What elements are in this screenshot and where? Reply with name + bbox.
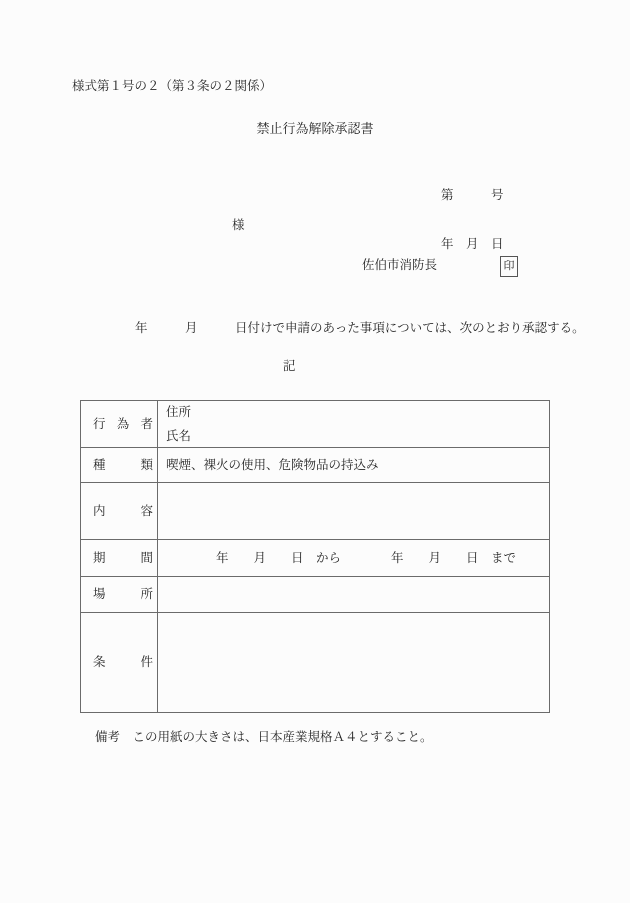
row-label — [93, 552, 153, 565]
row-content-line: 喫煙、裸火の使用、危険物品の持込み — [166, 458, 379, 472]
ki-marker: 記 — [283, 359, 296, 373]
row-label-char: 期 — [93, 550, 106, 565]
row-label-char: 所 — [140, 587, 153, 602]
row-label-cell — [81, 577, 158, 612]
approval-sentence: 年 月 日付けで申請のあった事項については、次のとおり承認する。 — [135, 321, 585, 335]
row-label-char: 者 — [140, 416, 153, 431]
document-number-line: 第 号 — [441, 188, 504, 202]
table-row — [81, 613, 549, 712]
row-label-char: 容 — [140, 503, 153, 518]
row-label-char: 内 — [93, 503, 106, 518]
row-label-char: 間 — [140, 550, 153, 565]
issuer-name: 佐伯市消防長 — [362, 258, 438, 272]
table-row — [81, 448, 549, 483]
row-label-char: 類 — [140, 457, 153, 472]
row-label-char: 場 — [93, 587, 106, 602]
row-content-line: 住所 — [166, 405, 192, 419]
document-title: 禁止行為解除承認書 — [256, 121, 374, 136]
form-number: 様式第１号の２（第３条の２関係） — [72, 79, 273, 93]
table-row — [81, 483, 549, 540]
addressee-suffix: 様 — [232, 218, 245, 232]
seal-box — [500, 256, 518, 277]
table-row — [81, 577, 549, 613]
approval-table — [80, 400, 550, 713]
seal-label: 印 — [503, 260, 515, 272]
row-label-cell — [81, 401, 158, 447]
row-label-cell — [81, 448, 158, 482]
row-label — [93, 656, 153, 669]
row-label-char: 件 — [140, 655, 153, 670]
row-content-cell — [158, 577, 549, 612]
row-content-cell — [158, 401, 549, 447]
row-content-line: 氏名 — [166, 429, 192, 443]
table-row — [81, 401, 549, 448]
row-label — [93, 588, 153, 601]
row-content-cell — [158, 540, 549, 576]
document-date-line: 年 月 日 — [441, 237, 504, 251]
row-label-char: 種 — [93, 457, 106, 472]
row-label-char: 為 — [116, 416, 130, 431]
row-content-line: 年 月 日 から 年 月 日 まで — [166, 551, 517, 565]
row-content-cell — [158, 613, 549, 712]
row-label — [93, 418, 153, 431]
row-content-cell — [158, 483, 549, 539]
row-label — [93, 459, 153, 472]
row-label-cell — [81, 483, 158, 539]
remarks-note: 備考 この用紙の大きさは、日本産業規格Ａ４とすること。 — [95, 730, 433, 744]
row-label — [93, 505, 153, 518]
row-label-cell — [81, 540, 158, 576]
row-label-cell — [81, 613, 158, 712]
table-row — [81, 540, 549, 577]
row-label-char: 行 — [93, 416, 106, 431]
number-date-block — [441, 158, 505, 281]
row-label-char: 条 — [93, 655, 106, 670]
row-content-cell — [158, 448, 549, 482]
